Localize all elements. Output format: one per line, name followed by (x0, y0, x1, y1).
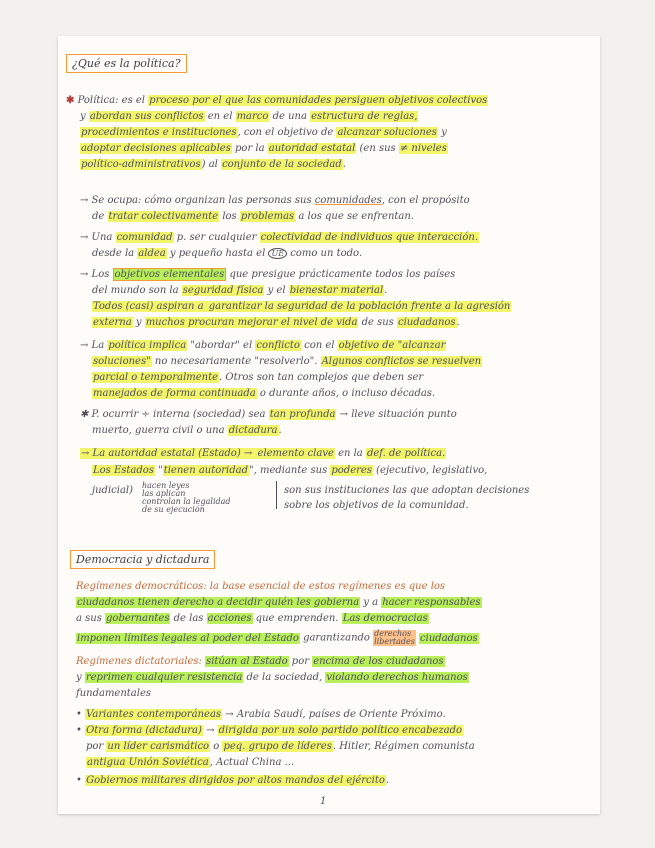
line: imponen límites legales al poder del Estado garantizando derechos libertades ciudadanos (77, 629, 478, 646)
line: fundamentales (76, 688, 152, 699)
bracket-note: hacen leyes (142, 481, 190, 490)
list-item: parcial o temporalmente. Otros son tan complejos que deben ser (93, 372, 424, 383)
line: ✱ Política: es el proceso por el que las comunidades persiguen objetivos colectivos (66, 95, 488, 106)
list-item: externa y muchos procuran mejorar el nivel de vida de sus ciudadanos. (93, 317, 460, 328)
star-icon: ✱ (66, 95, 75, 106)
list-item: manejados de forma continuada o durante años, o incluso décadas. (93, 388, 436, 399)
list-item: • Variantes contemporáneas → Arabia Saudí, países de Oriente Próximo. (76, 709, 446, 720)
line: a sus gobernantes de las acciones que emprenden. Las democracias (76, 613, 428, 624)
list-item: soluciones" no necesariamente "resolverlo". Algunos conflictos se resuelven (93, 356, 482, 367)
list-item: → Los objetivos elementales que presigue prácticamente todos los países (80, 269, 456, 280)
list-item: por un líder carismático o peq. grupo de líderes. Hitler, Régimen comunista (86, 741, 475, 752)
bracket-note: de su ejecución (142, 505, 205, 514)
title-text: Democracia y dictadura (76, 553, 210, 566)
list-item: de tratar colectivamente los problemas a los que se enfrentan. (92, 211, 414, 222)
line: Regímenes dictatoriales: sitúan al Estado por encima de los ciudadanos (76, 656, 444, 667)
list-item: muerto, guerra civil o una dictadura. (92, 425, 282, 436)
list-item: son sus instituciones las que adoptan decisiones (284, 485, 530, 496)
line: y abordan sus conflictos en el marco de una estructura de reglas, (80, 111, 418, 122)
list-item: ✱ P. ocurrir ÷ interna (sociedad) sea tan profunda → lleve situación punto (80, 409, 457, 420)
bracket-note: las aplican (142, 489, 186, 498)
line: Regímenes democráticos: la base esencial de estos regímenes es que los (76, 581, 446, 592)
line: político-administrativos) al conjunto de la sociedad. (81, 159, 346, 170)
list-item: judicial) (92, 485, 134, 496)
list-item: • Gobiernos militares dirigidos por altos mandos del ejército. (76, 775, 390, 786)
list-item: → Se ocupa: cómo organizan las personas sus comunidades, con el propósito (80, 195, 470, 206)
line: adoptar decisiones aplicables por la autoridad estatal (en sus ≠ niveles (81, 143, 447, 154)
list-item: → La autoridad estatal (Estado) → elemento clave en la def. de política. (81, 448, 446, 459)
list-item: Los Estados "tienen autoridad", mediante sus poderes (ejecutivo, legislativo, (93, 465, 488, 476)
section-title-politica (66, 54, 187, 73)
notebook-page (58, 36, 600, 814)
section-title-democracia (70, 550, 215, 569)
list-item: • Otra forma (dictadura) → dirigida por un solo partido político encabezado (76, 725, 463, 736)
list-item: Todos (casi) aspiran a garantizar la seguridad de la población frente a la agresión (93, 301, 511, 312)
list-item: del mundo son la seguridad física y el bienestar material. (92, 285, 388, 296)
bracket-note: controlan la legalidad (142, 497, 231, 506)
line: procedimientos e instituciones, con el objetivo de alcanzar soluciones y (81, 127, 447, 138)
list-item: desde la aldea y pequeño hasta el UE como un todo. (92, 248, 363, 259)
title-text: ¿Qué es la política? (72, 57, 181, 70)
list-item: sobre los objetivos de la comunidad. (284, 500, 469, 511)
line: ciudadanos tienen derecho a decidir quién les gobierna y a hacer responsables (77, 597, 481, 608)
list-item: antigua Unión Soviética, Actual China ... (87, 757, 295, 768)
line: y reprimen cualquier resistencia de la sociedad, violando derechos humanos (76, 672, 468, 683)
list-item: → Una comunidad p. ser cualquier colectividad de individuos que interacción. (80, 232, 479, 243)
page-number: 1 (320, 796, 327, 807)
list-item: → La política implica "abordar" el conflicto con el objetivo de "alcanzar (80, 340, 446, 351)
bracket-line (276, 481, 277, 509)
